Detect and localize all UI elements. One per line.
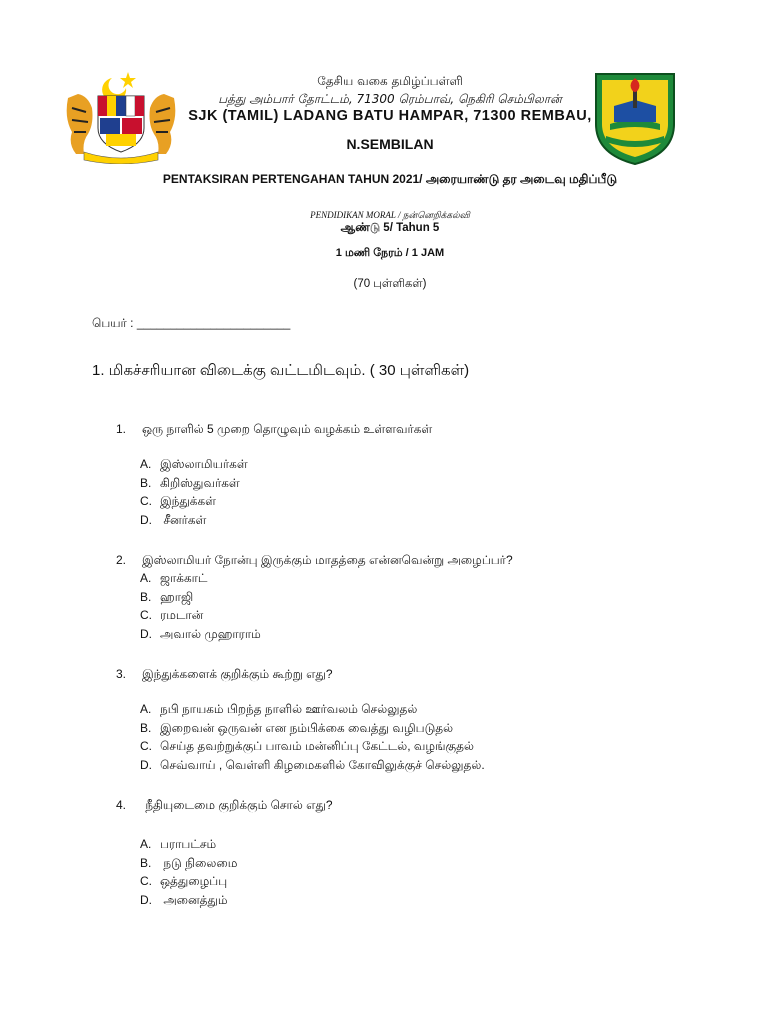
option-a[interactable]: A. பராபட்சம் bbox=[140, 837, 217, 851]
question-number: 4. bbox=[116, 798, 127, 812]
question-1-options bbox=[140, 455, 248, 529]
option-d[interactable]: D. சீனர்கள் bbox=[140, 512, 207, 527]
school-name-malay: SJK (TAMIL) LADANG BATU HAMPAR, 71300 REMBAU, bbox=[188, 108, 592, 124]
section-title: 1. மிகச்சரியான விடைக்கு வட்டமிடவும். ( 30 புள்ளிகள்) bbox=[92, 362, 470, 379]
question-1 bbox=[116, 422, 432, 438]
exam-marks: (70 புள்ளிகள்) bbox=[353, 278, 427, 290]
option-d[interactable]: D. அனைத்தும் bbox=[140, 892, 228, 907]
question-text: இந்துக்களைக் குறிக்கும் கூற்று எது? bbox=[142, 667, 333, 681]
exam-subject: PENDIDIKAN MORAL / நன்னெறிக்கல்வி bbox=[310, 210, 470, 220]
option-d[interactable]: D. செவ்வாய் , வெள்ளி கிழமைகளில் கோவிலுக்குச் செல்லுதல். bbox=[140, 757, 485, 772]
malaysia-coat-of-arms-icon bbox=[60, 68, 182, 164]
question-text: ஒரு நாளில் 5 முறை தொழுவும் வழக்கம் உள்ளவர்கள் bbox=[142, 422, 433, 436]
name-field[interactable]: _______________________ bbox=[136, 316, 291, 330]
option-d[interactable]: D. அவால் முஹாராம் bbox=[140, 626, 261, 641]
option-b[interactable]: B. கிறிஸ்துவர்கள் bbox=[140, 475, 240, 490]
question-4-options bbox=[140, 835, 237, 909]
option-c[interactable]: C. ரமடான் bbox=[140, 608, 204, 623]
school-state: N.SEMBILAN bbox=[346, 136, 434, 152]
option-c[interactable]: C. ஒத்துழைப்பு bbox=[140, 874, 228, 889]
option-c[interactable]: C. செய்த தவற்றுக்குப் பாவம் மன்னிப்பு கேட்டல், வழங்குதல் bbox=[140, 739, 474, 754]
name-label: பெயர் : bbox=[92, 316, 134, 330]
question-2 bbox=[116, 553, 513, 569]
option-a[interactable]: A. இஸ்லாமியர்கள் bbox=[140, 457, 248, 471]
question-2-options bbox=[140, 569, 261, 643]
student-name-row bbox=[92, 316, 290, 332]
option-a[interactable]: A. ஜாக்காட் bbox=[140, 571, 208, 585]
option-b[interactable]: B. இறைவன் ஒருவன் என நம்பிக்கை வைத்து வழிபடுதல் bbox=[140, 720, 454, 735]
exam-title: PENTAKSIRAN PERTENGAHAN TAHUN 2021/ அரையாண்டு தர அடைவு மதிப்பீடு bbox=[162, 172, 618, 186]
school-address-tamil: பத்து அம்பார் தோட்டம், 71300 ரெம்பாவ், நெகிரி செம்பிலான் bbox=[218, 92, 562, 106]
question-number: 2. bbox=[116, 553, 127, 567]
question-number: 1. bbox=[116, 422, 127, 436]
question-number: 3. bbox=[116, 667, 127, 681]
option-a[interactable]: A. நபி நாயகம் பிறந்த நாளில் ஊர்வலம் செல்லுதல் bbox=[140, 702, 418, 716]
option-b[interactable]: B. நடு நிலைமை bbox=[140, 855, 238, 870]
school-name-tamil: தேசிய வகை தமிழ்ப்பள்ளி bbox=[317, 74, 463, 88]
exam-duration: 1 மணி நேரம் / 1 JAM bbox=[335, 247, 445, 259]
option-b[interactable]: B. ஹாஜி bbox=[140, 589, 194, 604]
question-text: நீதியுடைமை குறிக்கும் சொல் எது? bbox=[142, 798, 333, 812]
question-4 bbox=[116, 798, 333, 814]
exam-year: ஆண்டு 5/ Tahun 5 bbox=[340, 222, 440, 234]
question-text: இஸ்லாமியர் நோன்பு இருக்கும் மாதத்தை என்னவென்று அழைப்பர்? bbox=[142, 553, 513, 567]
option-c[interactable]: C. இந்துக்கள் bbox=[140, 494, 216, 509]
question-3 bbox=[116, 667, 333, 683]
question-3-options bbox=[140, 700, 485, 774]
